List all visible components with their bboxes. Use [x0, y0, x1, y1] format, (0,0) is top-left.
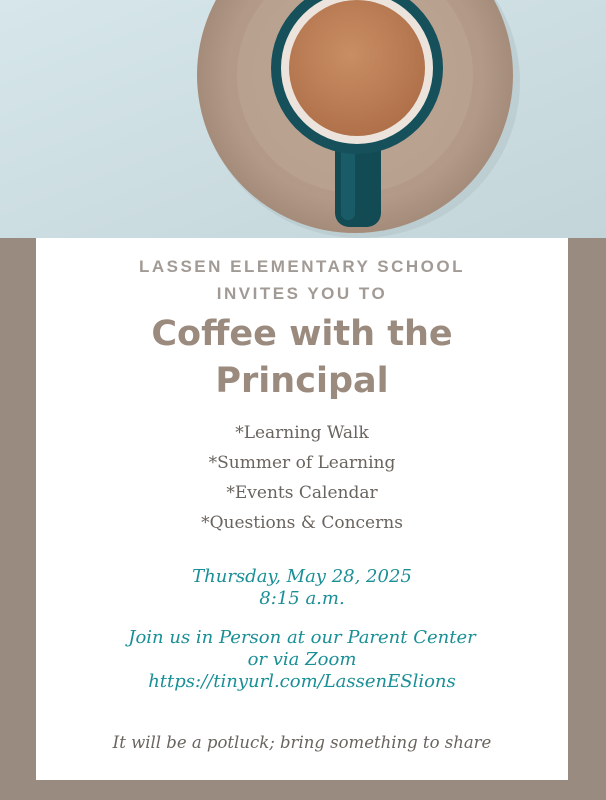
agenda-item: *Events Calendar	[226, 483, 378, 503]
coffee-cup-photo	[0, 0, 606, 238]
title-line-2: Principal	[215, 361, 389, 401]
event-date: Thursday, May 28, 2025	[192, 566, 412, 587]
agenda-list	[36, 418, 568, 538]
potluck-note: It will be a potluck; bring something to share	[112, 733, 492, 752]
event-details	[36, 566, 568, 610]
agenda-item: *Summer of Learning	[208, 453, 396, 473]
invite-line: INVITES YOU TO	[216, 284, 388, 303]
school-name: LASSEN ELEMENTARY SCHOOL	[138, 257, 466, 276]
invitation-card	[36, 238, 568, 780]
location-details	[36, 627, 568, 693]
event-time: 8:15 a.m.	[259, 588, 345, 609]
location-line-2: or via Zoom	[247, 649, 357, 670]
title-line-1: Coffee with the	[151, 314, 453, 354]
agenda-item: *Learning Walk	[235, 423, 369, 443]
location-line-1: Join us in Person at our Parent Center	[128, 627, 476, 648]
coffee-cup-icon	[0, 0, 606, 238]
zoom-link[interactable]: https://tinyurl.com/LassenESlions	[148, 671, 456, 692]
agenda-item: *Questions & Concerns	[201, 513, 403, 533]
